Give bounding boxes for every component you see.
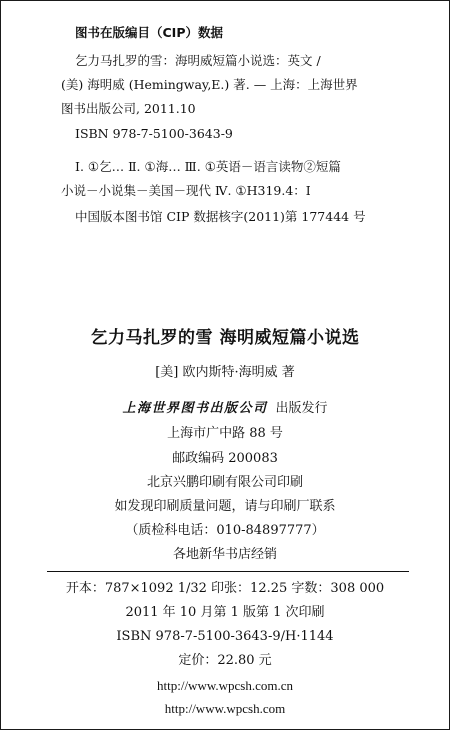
publisher-action: 出版发行	[275, 401, 328, 416]
publisher-address: 上海市广中路 88 号	[167, 426, 283, 441]
edition-info: 2011 年 10 月第 1 版第 1 次印刷	[125, 605, 325, 620]
cip-classification-line-1: Ⅰ. ①乞… Ⅱ. ①海… Ⅲ. ①英语－语言读物②短篇	[75, 159, 341, 174]
book-author: [美] 欧内斯特·海明威 著	[155, 365, 295, 380]
cip-isbn: ISBN 978-7-5100-3643-9	[75, 126, 233, 141]
cip-record-number: 中国版本图书馆 CIP 数据核字(2011)第 177444 号	[75, 209, 366, 224]
cip-classification-line-2: 小说－小说集－美国－现代 Ⅳ. ①H319.4：I	[61, 183, 311, 198]
divider-rule	[47, 571, 409, 572]
printer-name: 北京兴鹏印刷有限公司印刷	[146, 475, 303, 490]
website-link-com[interactable]: http://www.wpcsh.com	[164, 701, 286, 716]
cip-author-line: (美) 海明威 (Hemingway,E.) 著. — 上海：上海世界	[61, 77, 358, 92]
distribution-note: 各地新华书店经销	[172, 547, 277, 562]
publisher-logo-name: 上海世界图书出版公司	[122, 401, 268, 416]
publisher-postcode: 邮政编码 200083	[172, 451, 278, 466]
full-isbn: ISBN 978-7-5100-3643-9/H·1144	[116, 629, 334, 644]
cip-title-line: 乞力马扎罗的雪：海明威短篇小说选：英文 /	[75, 53, 321, 68]
cip-heading: 图书在版编目（CIP）数据	[75, 25, 223, 40]
publisher-row	[1, 401, 449, 417]
qc-phone: （质检科电话：010-84897777）	[125, 523, 325, 538]
quality-notice: 如发现印刷质量问题，请与印刷厂联系	[114, 499, 336, 514]
website-link-cn[interactable]: http://www.wpcsh.com.cn	[157, 678, 293, 693]
price: 定价：22.80 元	[178, 653, 272, 668]
book-title: 乞力马扎罗的雪 海明威短篇小说选	[90, 328, 360, 348]
cip-publisher-line: 图书出版公司, 2011.10	[61, 101, 196, 116]
format-specs: 开本：787×1092 1/32 印张：12.25 字数：308 000	[65, 581, 385, 596]
